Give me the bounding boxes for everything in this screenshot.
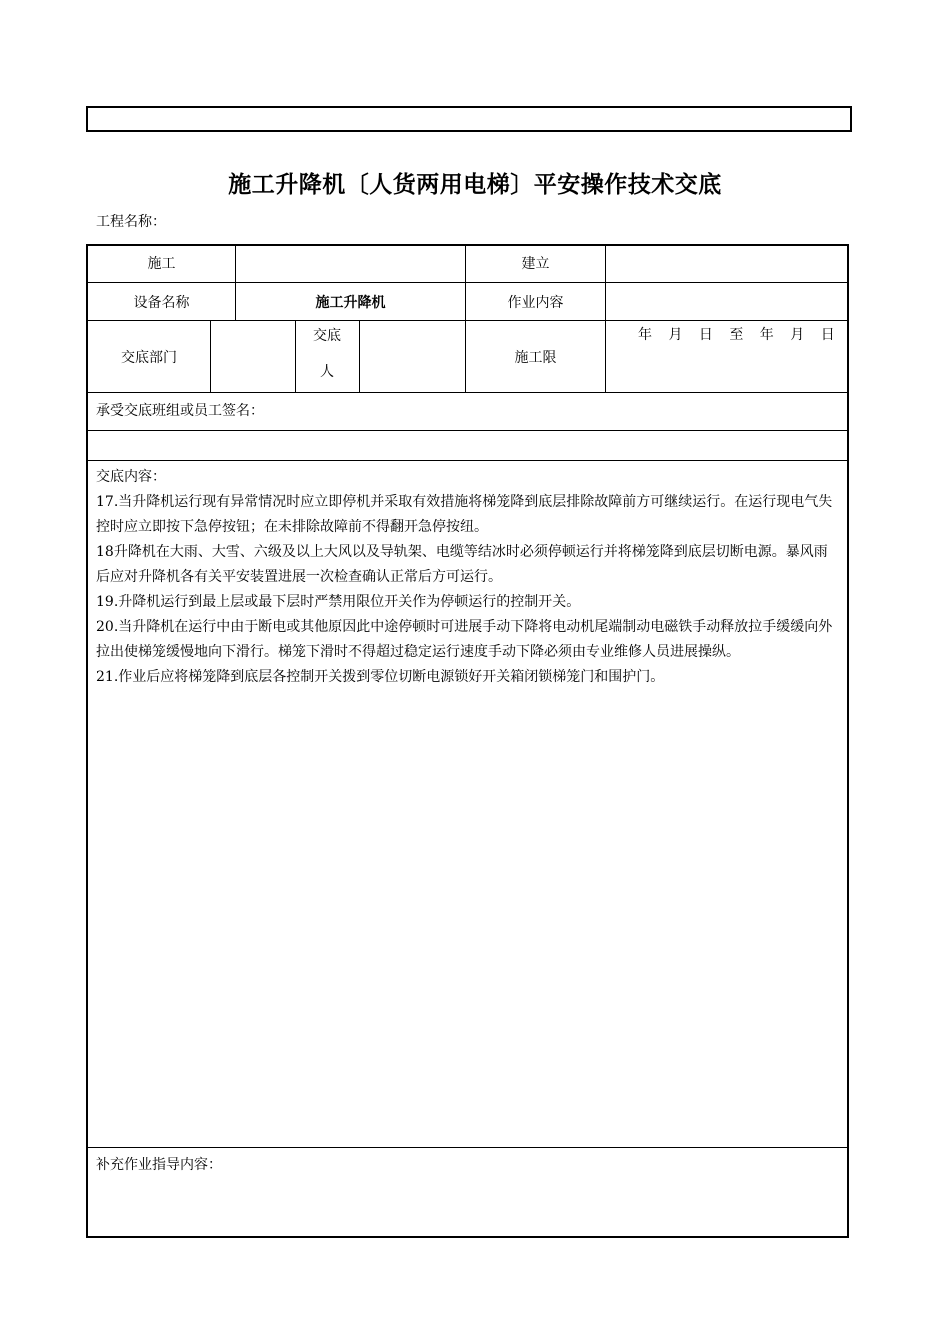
briefing-department-field[interactable] — [211, 321, 295, 392]
content-item: 18升降机在大雨、大雪、六级及以上大风以及导轨架、电缆等结冰时必须停顿运行并将梯笼降到底层切断电源。暴风雨后应对升降机各有关平安装置进展一次检查确认正常后方可运行。 — [96, 544, 828, 585]
column-divider — [295, 320, 296, 392]
work-content-value-field[interactable] — [606, 283, 847, 320]
briefing-department-label: 交底部门 — [121, 349, 177, 366]
equipment-name-value[interactable]: 施工升降机 — [315, 294, 386, 311]
project-name-label: 工程名称： — [96, 214, 166, 230]
work-content-label: 作业内容 — [507, 294, 564, 311]
content-item: 19.升降机运行到最上层或最下层时严禁用限位开关作为停顿运行的控制开关。 — [96, 594, 581, 610]
briefing-person-label-line1: 交底 — [313, 328, 341, 344]
team-signature-field[interactable] — [88, 431, 847, 460]
team-signature-label: 承受交底班组或员工签名： — [96, 403, 264, 419]
construction-period-value[interactable]: 年 月 日 至 年 月 日 — [638, 327, 841, 343]
row-divider — [88, 392, 847, 393]
briefing-form-table — [86, 244, 849, 1238]
establish-label: 建立 — [521, 256, 550, 272]
row-divider — [88, 1147, 847, 1148]
briefing-person-field[interactable] — [360, 321, 465, 392]
row-divider — [88, 460, 847, 461]
content-item: 20.当升降机在运行中由于断电或其他原因此中途停顿时可进展手动下降将电动机尾端制动电磁铁手动释放拉手缓缓向外拉出使梯笼缓慢地向下滑行。梯笼下滑时不得超过稳定运行速度手动下降必须由专业维修人员进展操纵。 — [96, 619, 833, 660]
document-title: 施工升降机〔人货两用电梯〕平安操作技术交底 — [228, 172, 722, 198]
briefing-content-label: 交底内容： — [96, 469, 166, 485]
construction-period-label: 施工限 — [514, 349, 557, 366]
equipment-name-label: 设备名称 — [133, 294, 190, 311]
header-box — [86, 106, 852, 132]
content-item: 17.当升降机运行现有异常情况时应立即停机并采取有效措施将梯笼降到底层排除故障前方可继续运行。在运行现电气失控时应立即按下急停按钮；在未排除故障前不得翻开急停按纽。 — [96, 494, 833, 535]
supplementary-guidance-label: 补充作业指导内容： — [96, 1157, 222, 1173]
supplementary-guidance-field[interactable] — [88, 1176, 847, 1234]
establish-value-field[interactable] — [606, 246, 847, 280]
briefing-content-body — [96, 490, 841, 690]
construction-label: 施工 — [147, 256, 176, 272]
content-item: 21.作业后应将梯笼降到底层各控制开关拨到零位切断电源锁好开关箱闭锁梯笼门和围护门。 — [96, 669, 665, 685]
construction-value-field[interactable] — [236, 246, 465, 280]
briefing-person-label-line2: 人 — [320, 364, 334, 380]
